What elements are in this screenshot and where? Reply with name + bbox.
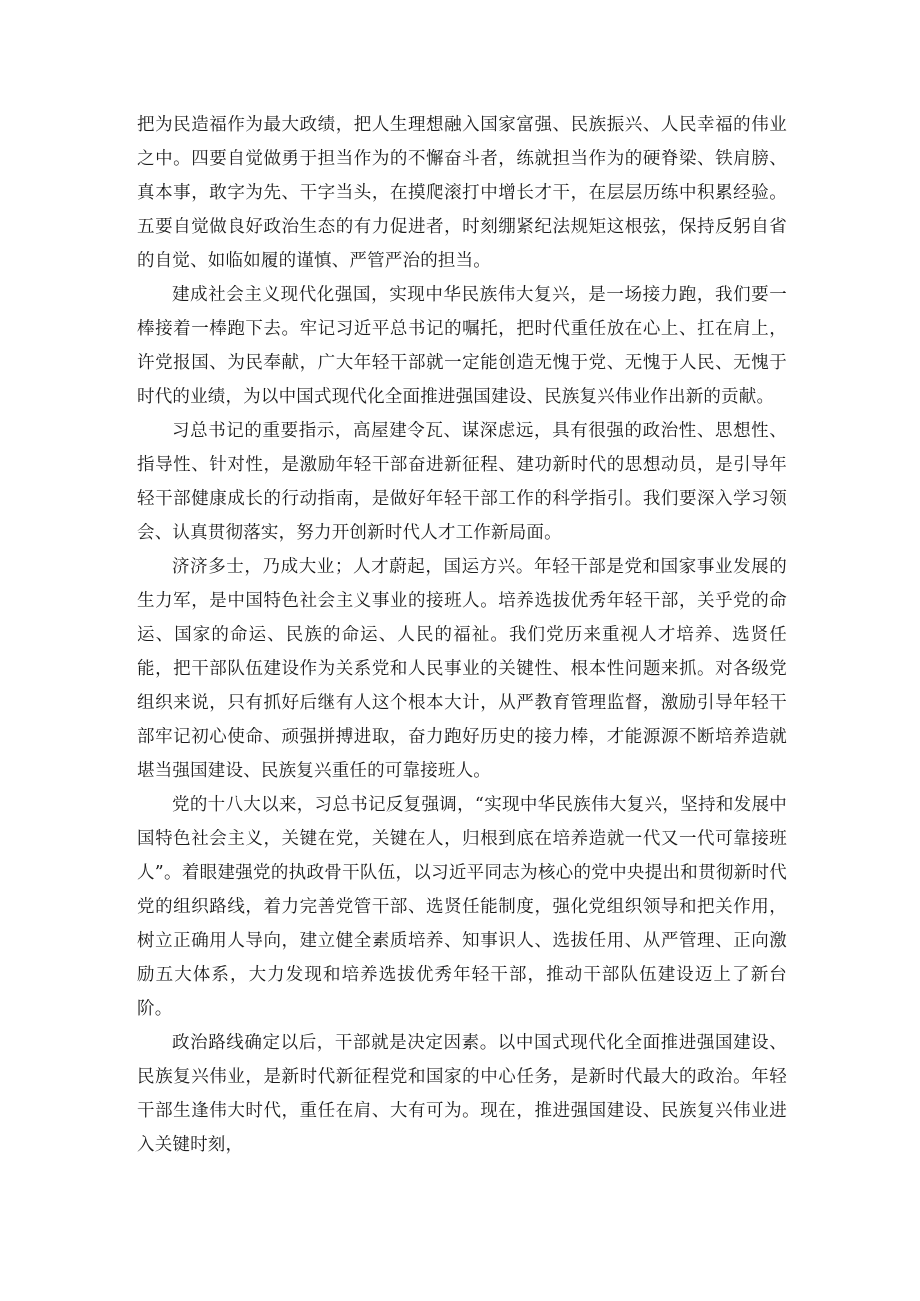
paragraph-2: 建成社会主义现代化强国，实现中华民族伟大复兴，是一场接力跑，我们要一棒接着一棒跑下去。牢记习近平总书记的嘱托，把时代重任放在心上、扛在肩上，许党报国、为民奉献，广大年轻干部就一定能创造无愧于党、无愧于人民、无愧于时代的业绩，为以中国式现代化全面推进强国建设、民族复兴伟业作出新的贡献。	[137, 285, 787, 407]
document-body	[137, 108, 787, 1162]
paragraph-4: 济济多士，乃成大业；人才蔚起，国运方兴。年轻干部是党和国家事业发展的生力军，是中国特色社会主义事业的接班人。培养选拔优秀年轻干部，关乎党的命运、国家的命运、民族的命运、人民的福祉。我们党历来重视人才培养、选贤任能，把干部队伍建设作为关系党和人民事业的关键性、根本性问题来抓。对各级党组织来说，只有抓好后继有人这个根本大计，从严教育管理监督，激励引导年轻干部牢记初心使命、顽强拼搏进取，奋力跑好历史的接力棒，才能源源不断培养造就堪当强国建设、民族复兴重任的可靠接班人。	[137, 557, 787, 781]
paragraph-5: 党的十八大以来，习总书记反复强调，“实现中华民族伟大复兴，坚持和发展中国特色社会主义，关键在党，关键在人，归根到底在培养造就一代又一代可靠接班人”。着眼建强党的执政骨干队伍，以习近平同志为核心的党中央提出和贯彻新时代党的组织路线，着力完善党管干部、选贤任能制度，强化党组织领导和把关作用，树立正确用人导向，建立健全素质培养、知事识人、选拔任用、从严管理、正向激励五大体系，大力发现和培养选拔优秀年轻干部，推动干部队伍建设迈上了新台阶。	[137, 795, 787, 1019]
paragraph-6: 政治路线确定以后，干部就是决定因素。以中国式现代化全面推进强国建设、民族复兴伟业，是新时代新征程党和国家的中心任务，是新时代最大的政治。年轻干部生逢伟大时代，重任在肩、大有可为。现在，推进强国建设、民族复兴伟业进入关键时刻，	[137, 1033, 787, 1155]
paragraph-1: 把为民造福作为最大政绩，把人生理想融入国家富强、民族振兴、人民幸福的伟业之中。四要自觉做勇于担当作为的不懈奋斗者，练就担当作为的硬脊梁、铁肩膀、真本事，敢字为先、干字当头，在摸爬滚打中增长才干，在层层历练中积累经验。五要自觉做良好政治生态的有力促进者，时刻绷紧纪法规矩这根弦，保持反躬自省的自觉、如临如履的谨慎、严管严治的担当。	[137, 115, 787, 271]
paragraph-3: 习总书记的重要指示，高屋建令瓦、谋深虑远，具有很强的政治性、思想性、指导性、针对性，是激励年轻干部奋进新征程、建功新时代的思想动员，是引导年轻干部健康成长的行动指南，是做好年轻干部工作的科学指引。我们要深入学习领会、认真贯彻落实，努力开创新时代人才工作新局面。	[137, 421, 787, 543]
